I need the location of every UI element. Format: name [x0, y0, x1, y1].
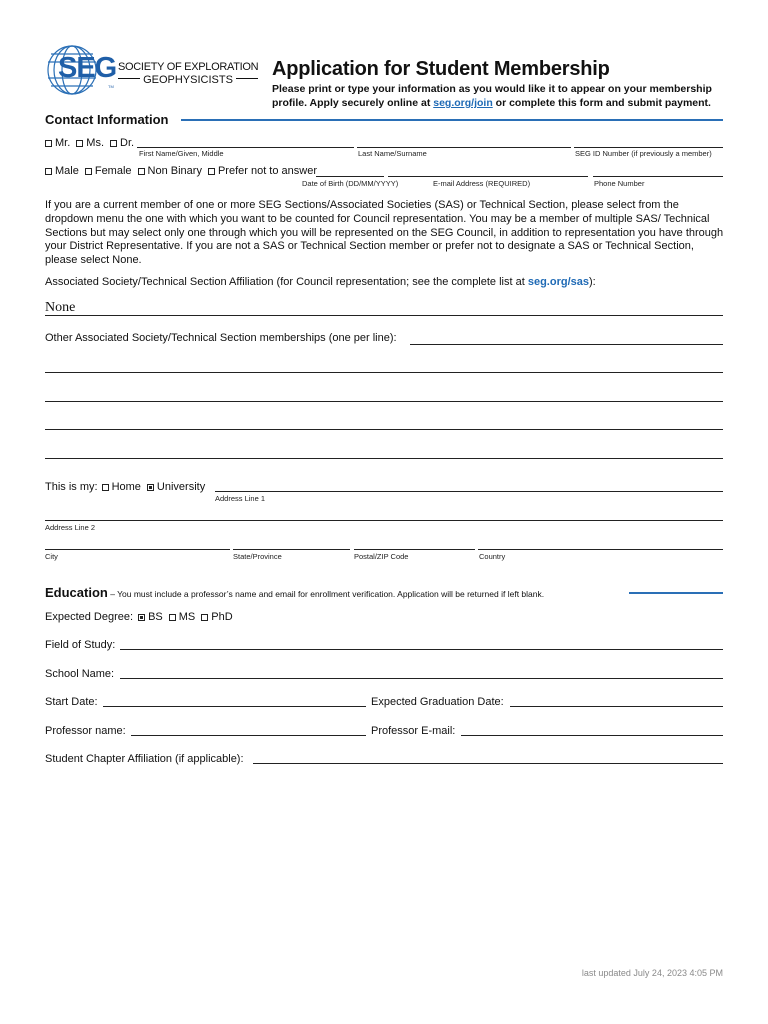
checkbox-home[interactable]: [102, 484, 109, 491]
graduation-date-label: Expected Graduation Date:: [371, 696, 504, 708]
title-ms-label: Ms.: [86, 137, 105, 149]
country-caption: Country: [479, 552, 506, 561]
degree-option-phd[interactable]: [201, 611, 232, 623]
title-dr-label: Dr.: [120, 137, 135, 149]
degree-ms-label: MS: [178, 611, 196, 623]
gender-nonbinary-label: Non Binary: [147, 165, 202, 177]
other-sas-field-5[interactable]: [45, 458, 723, 459]
education-heading: [45, 584, 544, 602]
subtitle-text-2: or complete this form and submit payment.: [492, 97, 711, 109]
professor-email-field[interactable]: [461, 735, 723, 736]
other-sas-label: Other Associated Society/Technical Section memberships (one per line):: [45, 332, 397, 344]
title-option-ms[interactable]: [76, 137, 104, 149]
sas-affiliation-select[interactable]: None: [45, 300, 76, 315]
checkbox-dr[interactable]: [110, 140, 117, 147]
email-caption: E-mail Address (REQUIRED): [433, 179, 531, 188]
school-name-label: School Name:: [45, 668, 115, 680]
postal-field[interactable]: [354, 549, 475, 550]
checkbox-university[interactable]: [147, 484, 154, 491]
seg-id-caption: SEG ID Number (if previously a member): [575, 149, 712, 158]
phone-caption: Phone Number: [594, 179, 645, 188]
field-of-study-label: Field of Study:: [45, 639, 116, 651]
checkbox-prefer-not[interactable]: [208, 168, 215, 175]
professor-email-label: Professor E-mail:: [371, 725, 456, 737]
title-option-mr[interactable]: [45, 137, 70, 149]
sas-affiliation-label: [45, 276, 596, 288]
other-sas-field-4[interactable]: [45, 429, 723, 430]
gender-male-label: Male: [55, 165, 79, 177]
logo-org-line2: [118, 74, 258, 86]
seg-id-field[interactable]: [574, 147, 723, 148]
checkbox-phd[interactable]: [201, 614, 208, 621]
page-subtitle: [272, 82, 724, 110]
logo-org-line2-text: GEOPHYSICISTS: [143, 74, 233, 86]
gender-option-female[interactable]: [85, 165, 132, 177]
degree-options: [45, 611, 239, 623]
gender-prefer-not-label: Prefer not to answer: [217, 165, 318, 177]
education-section-rule: [629, 592, 723, 594]
state-caption: State/Province: [233, 552, 282, 561]
checkbox-mr[interactable]: [45, 140, 52, 147]
city-field[interactable]: [45, 549, 230, 550]
logo-mark: SEG: [58, 52, 117, 84]
other-sas-field-3[interactable]: [45, 401, 723, 402]
gender-option-prefer-not[interactable]: [208, 165, 317, 177]
subtitle-text-1: Please print or type your information as you would like it to appear on your membership profile. Apply securely online at: [272, 83, 712, 109]
checkbox-male[interactable]: [45, 168, 52, 175]
sas-link[interactable]: seg.org/sas: [527, 276, 589, 288]
address-line1-caption: Address Line 1: [215, 494, 266, 503]
degree-option-ms[interactable]: [169, 611, 196, 623]
address-line1-field[interactable]: [215, 491, 723, 492]
field-of-study-field[interactable]: [120, 649, 723, 650]
email-field[interactable]: [388, 176, 588, 177]
title-options: [45, 137, 140, 149]
last-name-field[interactable]: [357, 147, 571, 148]
education-note: – You must include a professor’s name and email for enrollment verification. Application will be returned if left blank.: [107, 589, 545, 599]
checkbox-ms[interactable]: [76, 140, 83, 147]
school-name-field[interactable]: [120, 678, 723, 679]
dob-field[interactable]: [316, 176, 384, 177]
degree-label: Expected Degree:: [45, 611, 134, 623]
degree-phd-label: PhD: [211, 611, 233, 623]
sas-affiliation-rule: [45, 315, 723, 316]
first-name-caption: First Name/Given, Middle: [139, 149, 224, 158]
chapter-label: Student Chapter Affiliation (if applicable):: [45, 753, 244, 765]
checkbox-female[interactable]: [85, 168, 92, 175]
first-name-field[interactable]: [137, 147, 354, 148]
dob-caption: Date of Birth (DD/MM/YYYY): [302, 179, 399, 188]
start-date-field[interactable]: [103, 706, 366, 707]
other-sas-field-2[interactable]: [45, 372, 723, 373]
sas-affiliation-text-1: Associated Society/Technical Section Affiliation (for Council representation; see the complete list at: [45, 276, 528, 288]
gender-female-label: Female: [94, 165, 132, 177]
address-line2-field[interactable]: [45, 520, 723, 521]
contact-section-title: Contact Information: [45, 112, 169, 127]
professor-name-field[interactable]: [131, 735, 366, 736]
state-field[interactable]: [233, 549, 350, 550]
contact-section-rule: [181, 119, 723, 121]
address-option-university[interactable]: [147, 481, 205, 493]
graduation-date-field[interactable]: [510, 706, 723, 707]
last-updated: last updated July 24, 2023 4:05 PM: [581, 968, 723, 978]
postal-caption: Postal/ZIP Code: [354, 552, 409, 561]
start-date-label: Start Date:: [45, 696, 98, 708]
phone-field[interactable]: [593, 176, 723, 177]
last-name-caption: Last Name/Surname: [358, 149, 427, 158]
other-sas-field-1[interactable]: [410, 344, 723, 345]
title-mr-label: Mr.: [55, 137, 71, 149]
checkbox-ms-degree[interactable]: [169, 614, 176, 621]
degree-bs-label: BS: [148, 611, 163, 623]
gender-option-male[interactable]: [45, 165, 79, 177]
address-type-label: This is my:: [45, 481, 98, 493]
checkbox-bs[interactable]: [138, 614, 145, 621]
gender-option-nonbinary[interactable]: [138, 165, 202, 177]
address-university-label: University: [156, 481, 206, 493]
chapter-field[interactable]: [253, 763, 723, 764]
address-type: [45, 481, 211, 493]
degree-option-bs[interactable]: [138, 611, 163, 623]
country-field[interactable]: [478, 549, 723, 550]
logo-org-line1: SOCIETY OF EXPLORATION: [118, 61, 259, 73]
sas-paragraph: If you are a current member of one or more SEG Sections/Associated Societies (SAS) or Technical Section, please select from the dropdown menu the one with which you want to be counted for Council representation. You may be a member of multiple SAS/ Technical Sections but may select only one through which you will be represented on the SEG Council, in addition to representation you have through your District Representative. If you are not a SAS or Technical Section member or prefer not to designate a SAS or Technical Section, please select None.: [45, 199, 724, 267]
join-link[interactable]: seg.org/join: [433, 97, 493, 109]
title-option-dr[interactable]: [110, 137, 134, 149]
address-option-home[interactable]: [102, 481, 141, 493]
checkbox-nonbinary[interactable]: [138, 168, 145, 175]
education-section-title: Education: [45, 585, 108, 600]
professor-name-label: Professor name:: [45, 725, 126, 737]
address-home-label: Home: [111, 481, 141, 493]
gender-options: [45, 165, 323, 177]
page-title: Application for Student Membership: [272, 58, 610, 80]
city-caption: City: [45, 552, 58, 561]
seg-logo: [42, 44, 272, 96]
address-line2-caption: Address Line 2: [45, 523, 96, 532]
logo-tm: TM: [108, 84, 114, 89]
sas-affiliation-text-2: ):: [588, 276, 596, 288]
